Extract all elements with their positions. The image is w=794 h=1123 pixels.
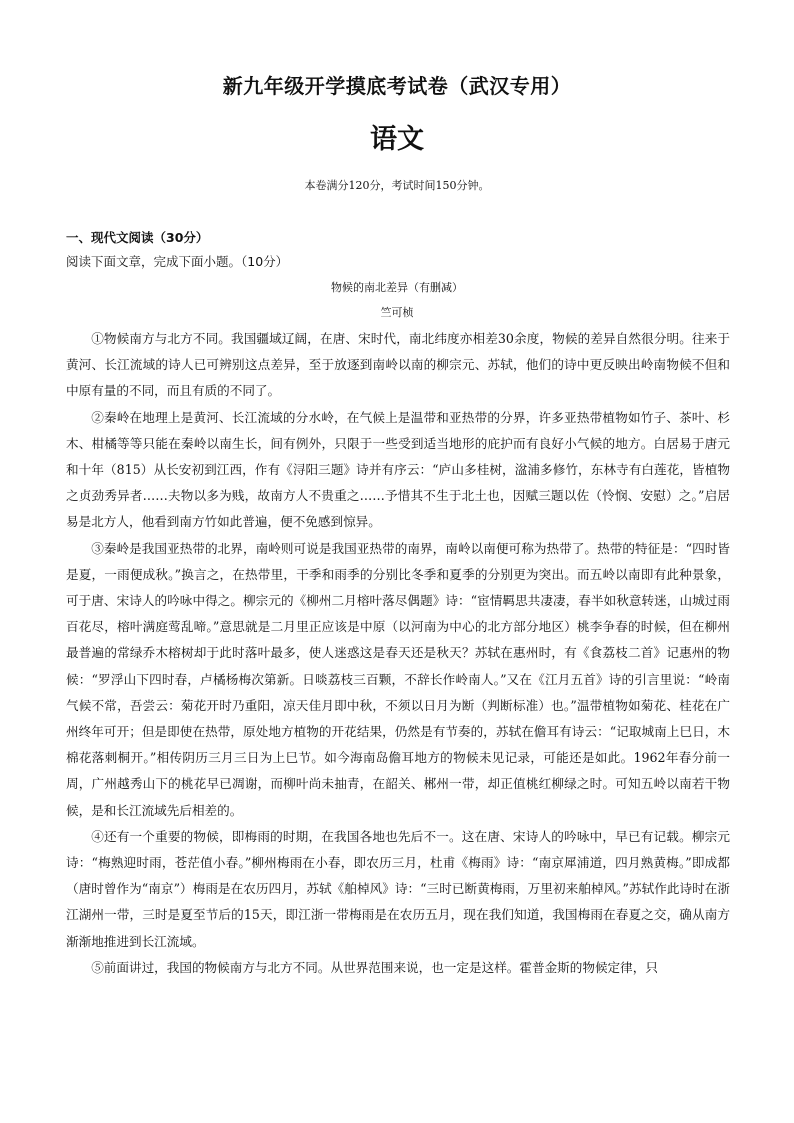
article-title: 物候的南北差异（有删减）: [331, 281, 463, 294]
subject-title: 语文: [370, 124, 424, 155]
paragraph-3: ③秦岭是我国亚热带的北界，南岭则可说是我国亚热带的南界，南岭以南便可称为热带了。热带的特征是：“四时皆是夏，一雨便成秋。”换言之，在热带里，干季和雨季的分别比冬季和夏季的分别更为突出。而五岭以南即有此种景象，可于唐、宋诗人的吟咏中得之。柳宗元的《柳州二月榕叶落尽偶题》诗：“宦情羁思共凄凄，春半如秋意转迷，山城过雨百花尽，榕叶满庭莺乱啼。”意思就是二月里正应该是中原（以河南为中心的北方部分地区）桃李争春的时候，但在柳州最普遍的常绿乔木榕树却于此时落叶最多，使人迷惑这是春天还是秋天？苏轼在惠州时，有《食荔枝二首》记惠州的物候：“罗浮山下四时春，卢橘杨梅次第新。日啖荔枝三百颗，不辞长作岭南人。”又在《江月五首》诗的引言里说：“岭南气候不常，吾尝云：菊花开时乃重阳，凉天佳月即中秋，不须以日月为断（判断标准）也。”温带植物如菊花、桂花在广州终年可开；但是即使在热带，原处地方植物的开花结果，仍然是有节奏的，苏轼在儋耳有诗云：“记取城南上巳日，木棉花落刺桐开。”相传阴历三月三日为上巳节。如今海南岛儋耳地方的物候未见记录，可能还是如此。1962年春分前一周，广州越秀山下的桃花早已凋谢，而柳叶尚未抽青，在韶关、郴州一带，却正值桃红柳绿之时。可知五岭以南若干物候，是和长江流域先后相差的。: [66, 540, 730, 818]
paragraph-1: ①物候南方与北方不同。我国疆域辽阔，在唐、宋时代，南北纬度亦相差30余度，物候的差异自然很分明。往来于黄河、长江流域的诗人已可辨别这点差异，至于放逐到南岭以南的柳宗元、苏轼，他们的诗中更反映出岭南物候不但和中原有量的不同，而且有质的不同了。: [66, 331, 730, 399]
article-author: 竺可桢: [380, 306, 414, 319]
paragraph-2: ②秦岭在地理上是黄河、长江流域的分水岭，在气候上是温带和亚热带的分界，许多亚热带植物如竹子、茶叶、杉木、柑橘等等只能在秦岭以南生长，间有例外，只限于一些受到适当地形的庇护而有良好小气候的地方。白居易于唐元和十年（815）从长安初到江西，作有《浔阳三题》诗并有序云：“庐山多桂树，湓浦多修竹，东林寺有白莲花，皆植物之贞劲秀异者……夫物以多为贱，故南方人不贵重之……予惜其不生于北土也，因赋三题以佐（怜悯、安慰）之。”启居易是北方人，他看到南方竹如此普遍，便不免感到惊异。: [66, 409, 730, 530]
reading-instruction: 阅读下面文章，完成下面小题。（10分）: [66, 254, 289, 269]
section-heading: 一、现代文阅读（30分）: [66, 230, 209, 245]
exam-note: 本卷满分120分，考试时间150分钟。: [304, 179, 490, 192]
paragraph-4: ④还有一个重要的物候，即梅雨的时期，在我国各地也先后不一。这在唐、宋诗人的吟咏中，早已有记载。柳宗元诗：“梅熟迎时雨，苍茫值小春。”柳州梅雨在小春，即农历三月，杜甫《梅雨》诗：“南京犀浦道，四月熟黄梅。”即成都（唐时曾作为“南京”）梅雨是在农历四月，苏轼《舶棹风》诗：“三时已断黄梅雨，万里初来舶棹风。”苏轼作此诗时在浙江湖州一带，三时是夏至节后的15天，即江浙一带梅雨是在农历五月，现在我们知道，我国梅雨在春夏之交，确从南方渐渐地推进到长江流域。: [66, 828, 730, 949]
exam-title: 新九年级开学摸底考试卷（武汉专用）: [222, 74, 572, 98]
paragraph-5: ⑤前面讲过，我国的物候南方与北方不同。从世界范围来说，也一定是这样。霍普金斯的物候定律，只: [91, 959, 658, 975]
article-body: [66, 326, 730, 981]
